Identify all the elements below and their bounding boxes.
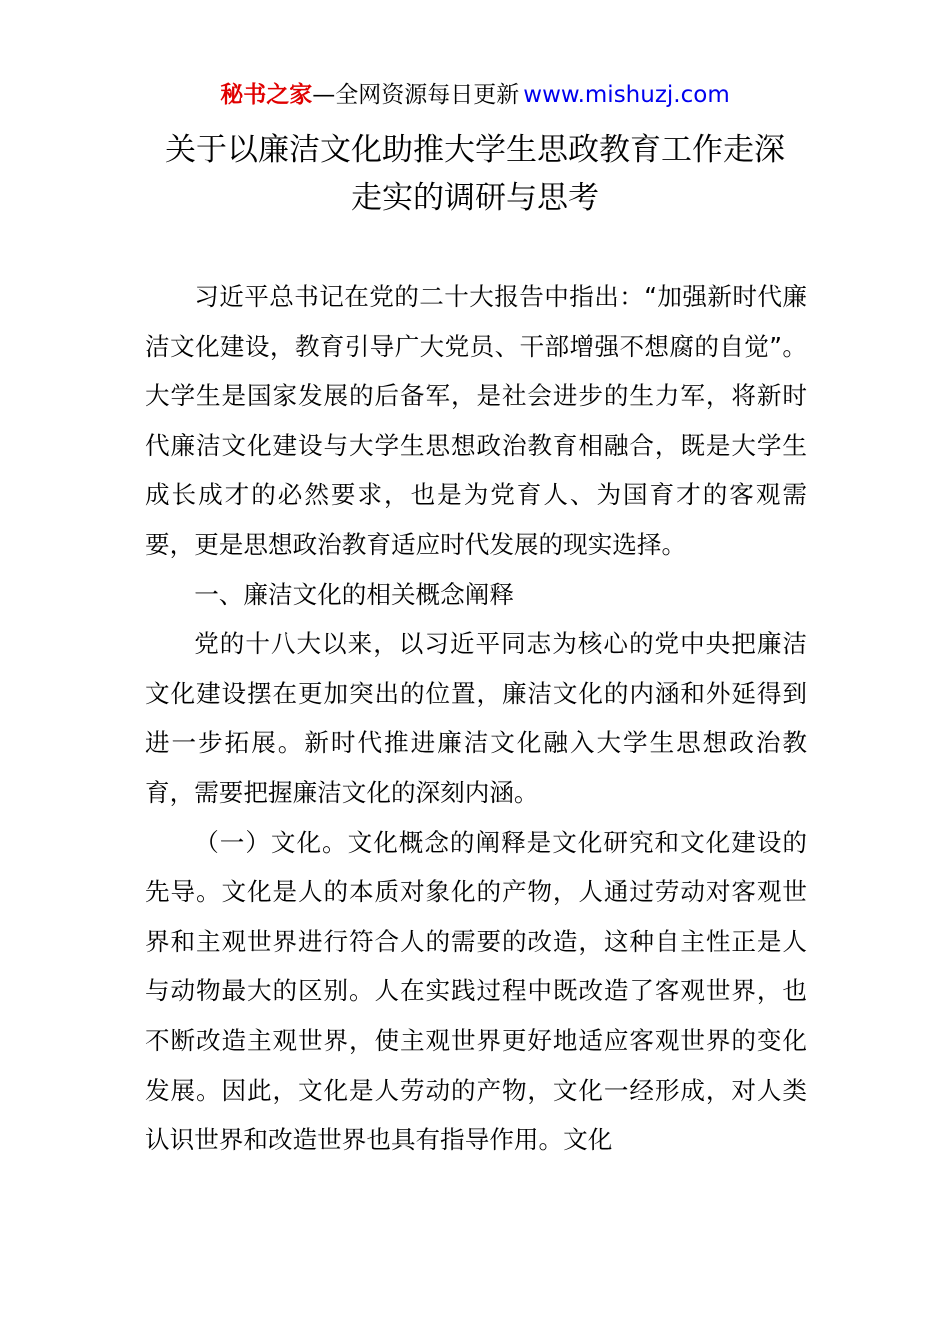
title-line-2: 走实的调研与思考: [351, 180, 599, 216]
section-paragraph: 党的十八大以来，以习近平同志为核心的党中央把廉洁文化建设摆在更加突出的位置，廉洁文化的内涵和外延得到进一步拓展。新时代推进廉洁文化融入大学生思想政治教育，需要把握廉洁文化的深刻内涵。: [145, 629, 807, 807]
intro-paragraph: 习近平总书记在党的二十大报告中指出：“加强新时代廉洁文化建设，教育引导广大党员、干部增强不想腐的自觉”。大学生是国家发展的后备军，是社会进步的生力军，将新时代廉洁文化建设与大学生思想政治教育相融合，既是大学生成长成才的必然要求，也是为党育人、为国育才的客观需要，更是思想政治教育适应时代发展的现实选择。: [145, 282, 807, 559]
section-heading: 一、廉洁文化的相关概念阐释: [194, 579, 514, 609]
title-line-1: 关于以廉洁文化助推大学生思政教育工作走深: [165, 132, 785, 168]
header-tagline: —全网资源每日更新: [312, 82, 520, 108]
document-title: [0, 126, 950, 222]
brand-name: 秘书之家: [220, 82, 313, 108]
site-header: [0, 78, 950, 112]
site-url-link[interactable]: www.mishuzj.com: [523, 82, 730, 108]
document-body: [145, 272, 807, 1165]
subsection-paragraph: （一）文化。文化概念的阐释是文化研究和文化建设的先导。文化是人的本质对象化的产物，人通过劳动对客观世界和主观世界进行符合人的需要的改造，这种自主性正是人与动物最大的区别。人在实践过程中既改造了客观世界，也不断改造主观世界，使主观世界更好地适应客观世界的变化发展。因此，文化是人劳动的产物，文化一经形成，对人类认识世界和改造世界也具有指导作用。文化: [145, 827, 807, 1155]
